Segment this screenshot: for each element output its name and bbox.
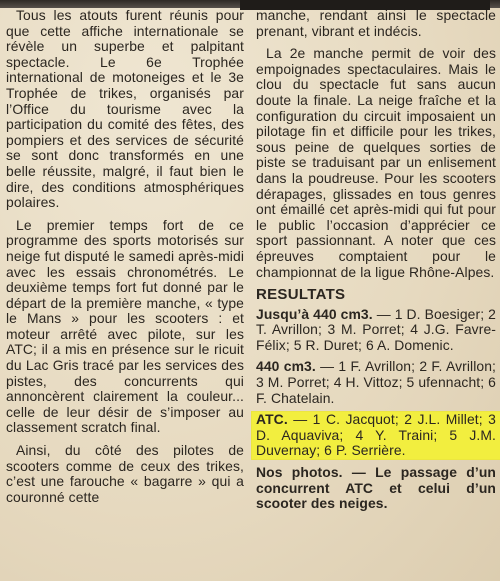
results-class-list: — 1 D. Boesiger; 2 T. Avrillon; 3 M. Porret; 4 J.G. Favre-Félix; 5 R. Duret; 6 A. Domenic. (256, 305, 496, 353)
results-class-2 (256, 359, 496, 406)
article-paragraph-5: La 2e manche permit de voir des empoignades spectaculaires. Mais le clou du spectacle fut sans aucun doute la finale. La neige fraîche et la configuration du circuit imposaient un pilotage fin et difficile pour les trikes, sous peine de quelques sorties de piste se traduisant par un enlisement dans la poudreuse. Pour les scooters dérapages, glissades en tous genres ont émaillé cet après-midi qui fut pour le public l’occasion d’apprécier ce sport passionnant. A noter que ces épreuves comptaient pour le championnat de la ligue Rhône-Alpes. (256, 45, 496, 280)
results-class-label: Jusqu’à 440 cm3. (256, 305, 373, 322)
left-column (6, 8, 244, 512)
results-class-list: — 1 F. Avrillon; 2 F. Avrillon; 3 M. Porret; 4 H. Vittoz; 5 ufennacht; 6 F. Chatelain. (256, 358, 497, 406)
article-paragraph-4: manche, rendant ainsi le spectacle prenant, vibrant et indécis. (256, 7, 496, 39)
right-column (256, 8, 496, 519)
article-paragraph-3: Ainsi, du côté des pilotes de scooters comme de ceux des trikes, c’est une farouche « bagarre » qui a couronné cette (6, 442, 244, 505)
article-paragraph-1: Tous les atouts furent réunis pour que cette affiche internationale se révèle un superbe et palpitant spectacle. Le 6e Trophée international de motoneiges et le 3e Trophée de trikes, organisés par l’Office du tourisme avec la participation du comité des fêtes, des pompiers et des services de sécurité se sont donc transformés en une belle réussite, malgré, il faut bien le dire, des conditions atmosphériques polaires. (6, 7, 244, 211)
article-paragraph-2: Le premier temps fort de ce programme des sports motorisés sur neige fut disputé le samedi après-midi avec les essais chronométrés. Le deuxième temps fort fut donné par le départ de la première manche, « type le Mans » pour les scooters : et moteur arrêté avec pilote, sur les ATC; il a mis en présence sur le ricuit du Lac Gris tracé par les services des pistes, des concurrents qui annoncèrent clairement la couleur... celle de leur désir de s’imposer au classement scratch final. (6, 216, 244, 436)
photo-caption: Nos photos. — Le passage d’un concurrent ATC et celui d’un scooter des neiges. (256, 464, 496, 512)
results-class-list: — 1 C. Jacquot; 2 J.L. Millet; 3 D. Aquaviva; 4 Y. Traini; 5 J.M. Duvernay; 6 P. Serrière. (256, 411, 496, 459)
results-class-label: 440 cm3. (256, 358, 316, 375)
results-class-3-highlighted (252, 412, 500, 459)
results-class-1 (256, 307, 496, 354)
results-class-label: ATC. (256, 411, 288, 428)
results-heading: RESULTATS (256, 286, 346, 304)
